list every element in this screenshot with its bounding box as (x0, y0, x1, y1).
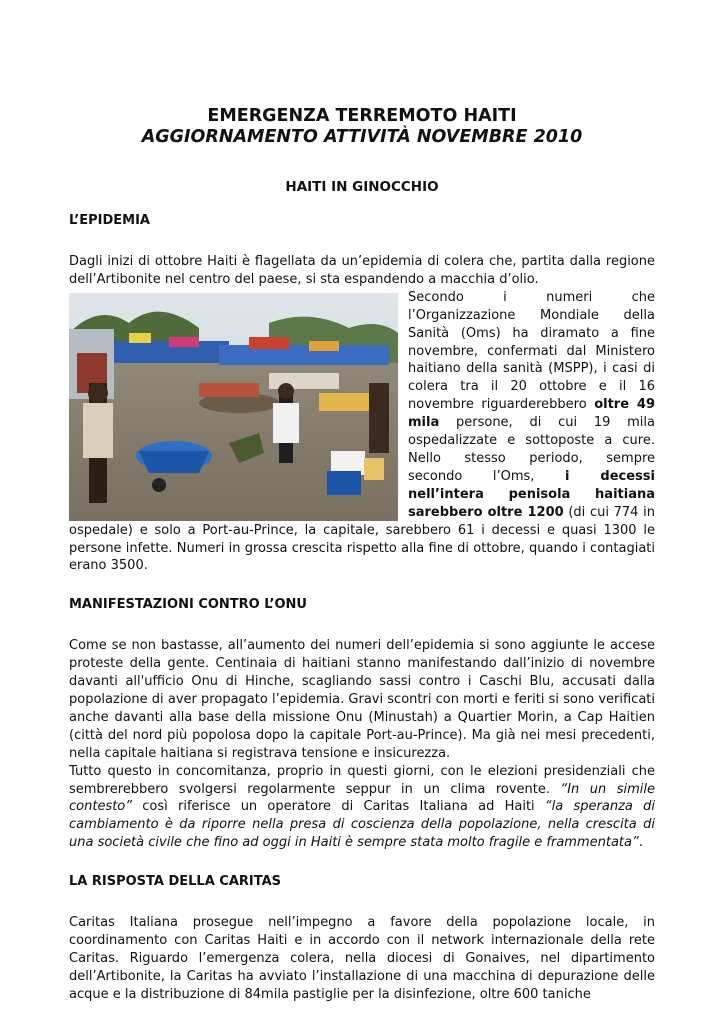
document-page (69, 106, 655, 1004)
quote-operator: “la speranza di cambiamento è da riporre nella presa di coscienza della popolazione, nella crescita di una società civile che fino ad oggi in Haiti è sempre stata molto fragile e frammentata” (69, 799, 655, 851)
epidemia-statistics-paragraph: Secondo i numeri che l’Organizzazione Mondiale della Sanità (Oms) ha diramato a fine novembre, confermati dal Ministero haitiano della sanità (MSPP), i casi di colera tra il 20 ottobre e il 16 novembre riguarderebbero oltre 49 mila persone, di cui 19 mila ospedalizzate e sottoposte a cure. Nello stesso periodo, sempre secondo l’Oms, i decessi nell’intera penisola haitiana sarebbero oltre 1200 (di cui 774 in ospedale) e solo a Port-au-Prince, la capitale, sarebbero 61 i decessi e quasi 1300 le persone infette. Numeri in grossa crescita rispetto alla fine di ottobre, quando i contagiati erano 3500. (69, 289, 655, 574)
heading-epidemia: L’EPIDEMIA (69, 213, 150, 228)
caritas-paragraph-1: Caritas Italiana prosegue nell’impegno a favore della popolazione locale, in coordinamento con Caritas Haiti e in accordo con il network internazionale della rete Caritas. Riguardo l’emergenza colera, nella diocesi di Gonaives, nel dipartimento dell’Artibonite, la Caritas ha avviato l’installazione di una macchina di depurazione delle acque e la distribuzione di 84mila pastiglie per la disinfezione, oltre 600 taniche (69, 915, 655, 1002)
document-title: EMERGENZA TERREMOTO HAITI (207, 106, 517, 126)
market-photo (69, 293, 398, 521)
document-subtitle: AGGIORNAMENTO ATTIVITÀ NOVEMBRE 2010 (141, 127, 583, 147)
section-title-haiti-in-ginocchio: HAITI IN GINOCCHIO (285, 179, 439, 195)
market-photo-image (69, 293, 398, 521)
epidemia-intro-paragraph: Dagli inizi di ottobre Haiti è flagellata da un’epidemia di colera che, partita dalla regione dell’Artibonite nel centro del paese, si sta espandendo a macchia d’olio. (69, 254, 655, 287)
manifestazioni-paragraph-1: Come se non bastasse, all’aumento dei numeri dell’epidemia si sono aggiunte le accese proteste della gente. Centinaia di haitiani stanno manifestando dall’inizio di novembre davanti all'ufficio Onu di Hinche, scagliando sassi contro i Caschi Blu, accusati dalla popolazione di aver propagato l’epidemia. Gravi scontri con morti e feriti si sono verificati anche davanti alla base della missione Onu (Minustah) a Quartier Morin, a Cap Haitien (città del nord più popolosa dopo la capitale Port-au-Prince). Ma già nei mesi precedenti, nella capitale haitiana si registrava tensione e insicurezza. (69, 638, 655, 761)
manifestazioni-paragraph-2: Tutto questo in concomitanza, proprio in questi giorni, con le elezioni presidenziali che sembrerebbero svolgersi regolarmente seppur in un clima rovente. “In un simile contesto” così riferisce un operatore di Caritas Italiana ad Haiti “la speranza di cambiamento è da riporre nella presa di coscienza della popolazione, nella crescita di una società civile che fino ad oggi in Haiti è sempre stata molto fragile e frammentata”. (69, 763, 655, 851)
heading-caritas: LA RISPOSTA DELLA CARITAS (69, 874, 282, 890)
heading-manifestazioni: MANIFESTAZIONI CONTRO L’ONU (69, 597, 307, 613)
highlight-deaths: i decessi nell’intera penisola haitiana sarebbero oltre 1200 (408, 468, 655, 520)
highlight-cases: oltre 49 mila (408, 397, 655, 431)
